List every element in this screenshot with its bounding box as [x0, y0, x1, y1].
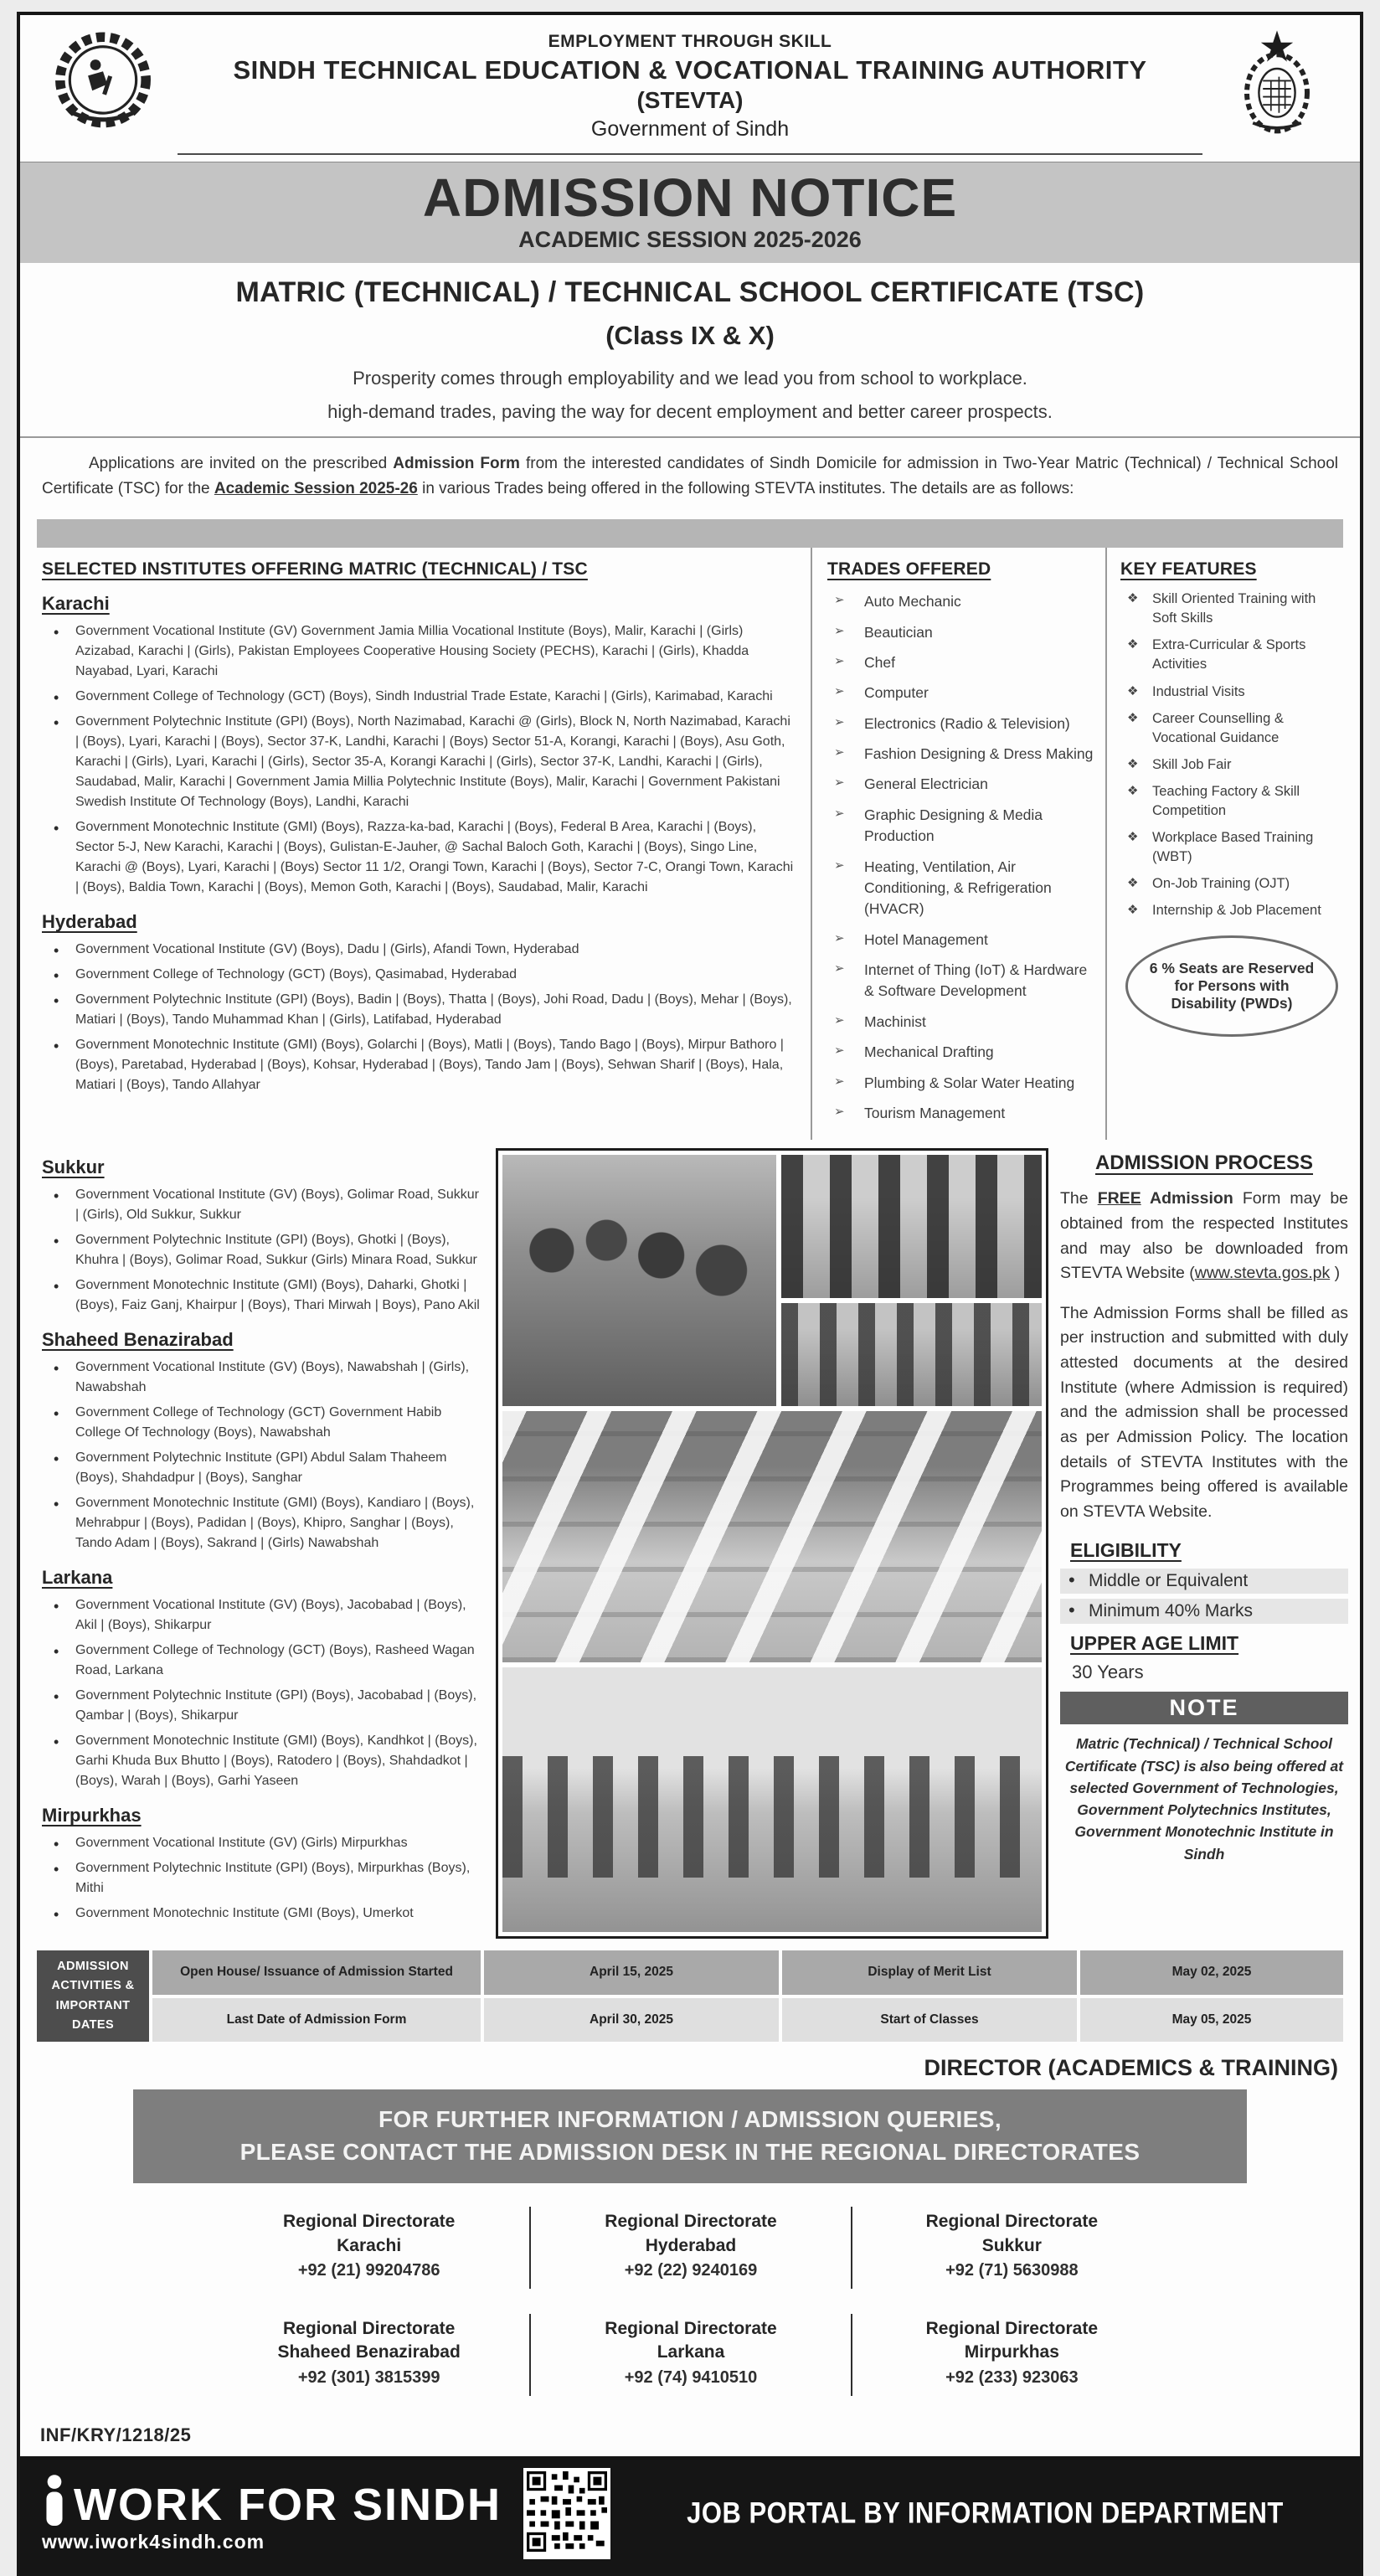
key-feature-item: ❖ Teaching Factory & Skill Competition — [1120, 782, 1343, 821]
director-signature-line: DIRECTOR (ACADEMICS & TRAINING) — [924, 2055, 1338, 2081]
directorate-mirpurkhas — [851, 2314, 1171, 2396]
key-feature-item: ❖ Skill Job Fair — [1120, 755, 1343, 775]
admission-process-heading: ADMISSION PROCESS — [1094, 1151, 1314, 1175]
institute-item: • Government Monotechnic Institute (GMI) (Boys), Daharki, Ghotki | (Boys), Faiz Ganj, Khairpur | (Boys), Thari Mirwah | Boys), Pano Akil — [42, 1275, 484, 1316]
schedule-activity: Last Date of Admission Form — [152, 1998, 481, 2042]
schedule-activity: Open House/ Issuance of Admission Started — [152, 1950, 481, 1994]
intro-session: Academic Session 2025-26 — [214, 479, 418, 497]
directorate-phone: +92 (71) 5630988 — [945, 2261, 1079, 2280]
city-heading: Larkana — [42, 1567, 113, 1589]
trade-item: ➢ Electronics (Radio & Television) — [827, 714, 1100, 734]
intro-paragraph — [42, 451, 1338, 501]
stevta-gear-icon — [49, 28, 157, 136]
institute-item: • Government Polytechnic Institute (GPI) (Boys), Jacobabad | (Boys), Qambar | (Boys), Shikarpur — [42, 1686, 484, 1726]
directorate-city: Hyderabad — [645, 2235, 737, 2255]
lower-columns — [37, 1143, 1349, 1939]
institute-item: • Government Vocational Institute (GV) (Boys), Jacobabad | (Boys), Akil | (Boys), Shikarpur — [42, 1595, 484, 1636]
eligibility-item: • Middle or Equivalent — [1060, 1569, 1348, 1594]
directorates-row-1 — [209, 2207, 1171, 2289]
sindh-govt-crest — [1214, 28, 1340, 139]
institute-item: • Government Monotechnic Institute (GMI (Boys), Umerkot — [42, 1904, 484, 1924]
note-heading: NOTE — [1060, 1692, 1348, 1724]
trade-item: ➢ Computer — [827, 683, 1100, 703]
key-features-column — [1105, 548, 1347, 1140]
photo-sewing-workshop — [502, 1411, 1042, 1662]
stevta-logo — [40, 28, 166, 136]
key-feature-item: ❖ Workplace Based Training (WBT) — [1120, 828, 1343, 867]
note-text: Matric (Technical) / Technical School Certificate (TSC) is also being offered at selected Government of Technologies, Government Polytechnics Institutes, Government Monotechnic Institute in Sindh — [1064, 1735, 1344, 1862]
directorate-phone: +92 (21) 99204786 — [297, 2261, 440, 2280]
photo-collage-wrap — [496, 1143, 1048, 1939]
institute-item: • Government Polytechnic Institute (GPI) (Boys), Ghotki | (Boys), Khuhra | (Boys), Golimar Road, Sukkur (Girls) Minara Road, Sukkur — [42, 1230, 484, 1270]
age-limit-heading: UPPER AGE LIMIT — [1070, 1632, 1239, 1655]
schedule-header-cell: ADMISSION ACTIVITIES & IMPORTANT DATES — [37, 1950, 149, 2042]
key-feature-item: ❖ Industrial Visits — [1120, 683, 1343, 702]
trade-item: ➢ Chef — [827, 652, 1100, 673]
institute-item: • Government Polytechnic Institute (GPI) (Boys), Mirpurkhas (Boys), Mithi — [42, 1858, 484, 1899]
schedule-activity: Start of Classes — [782, 1998, 1077, 2042]
city-heading: Karachi — [42, 593, 110, 615]
trade-item: ➢ General Electrician — [827, 774, 1100, 795]
trade-item: ➢ Fashion Designing & Dress Making — [827, 744, 1100, 765]
directorate-city: Mirpurkhas — [964, 2342, 1059, 2362]
admission-schedule-table — [37, 1950, 1343, 2042]
institute-item: • Government Monotechnic Institute (GMI) (Boys), Kandiaro | (Boys), Mehrabpur | (Boys), Padidan | (Boys), Khipro, Sanghar | (Boys), Tando Adam | (Boys), Sakrand | (Girls) Nawabshah — [42, 1493, 484, 1553]
institute-item: • Government Vocational Institute (GV) (Boys), Dadu | (Girls), Afandi Town, Hyderabad — [42, 940, 797, 960]
program-class: (Class IX & X) — [605, 321, 775, 351]
institute-item: • Government College of Technology (GCT) (Boys), Rasheed Wagan Road, Larkana — [42, 1641, 484, 1681]
institute-item: • Government Vocational Institute (GV) (Boys), Nawabshah | (Girls), Nawabshah — [42, 1358, 484, 1398]
employment-tagline: EMPLOYMENT THROUGH SKILL — [548, 32, 832, 51]
reference-number: INF/KRY/1218/25 — [40, 2424, 192, 2445]
intro-post: in various Trades being offered in the following STEVTA institutes. The details are as follows: — [417, 479, 1074, 497]
key-feature-item: ❖ Internship & Job Placement — [1120, 901, 1343, 920]
directorate-title: Regional Directorate — [605, 2319, 777, 2339]
key-feature-item: ❖ Extra-Curricular & Sports Activities — [1120, 636, 1343, 674]
directorate-city: Sukkur — [981, 2235, 1042, 2255]
trade-item: ➢ Beautician — [827, 622, 1100, 643]
institute-item: • Government Polytechnic Institute (GPI) (Boys), North Nazimabad, Karachi @ (Girls), Block N, North Nazimabad, Karachi | (Boys), Lyari, Karachi | (Boys), Sector 37-K, Landhi, Karachi | (Boys) Sector 51-A, Korangi, Karachi | (Boys), Asu Goth, Karachi | (Girls), Lyari, Karachi | (Girls), Sector 35-A, Korangi Karachi | (Girls), Sector 37-K, Landhi, Karachi | (Girls), Saudabad, Malir, Karachi | Government Jamia Millia Polytechnic Institute (Boys), Malir, Karachi | Government Pakistani Swedish Institute Of Technology (Boys), Landhi, Karachi — [42, 712, 797, 812]
institute-item: • Government Monotechnic Institute (GMI) (Boys), Kandhkot | (Boys), Garhi Khuda Bux Bhutto | (Boys), Ratodero | (Boys), Shahdadkot | (Boys), Warah | (Boys), Garhi Yaseen — [42, 1731, 484, 1791]
city-section-sukkur — [42, 1157, 484, 1316]
trade-item: ➢ Graphic Designing & Media Production — [827, 805, 1100, 848]
person-i-icon — [42, 2474, 67, 2526]
trade-item: ➢ Machinist — [827, 1012, 1100, 1033]
contact-banner-line-1: FOR FURTHER INFORMATION / ADMISSION QUERIES, — [378, 2106, 1002, 2133]
institutes-column — [37, 548, 811, 1140]
directorate-title: Regional Directorate — [282, 2212, 456, 2232]
trade-item: ➢ Auto Mechanic — [827, 591, 1100, 612]
brand-text: WORK FOR SINDH — [74, 2480, 502, 2531]
city-section-hyderabad — [42, 911, 797, 1095]
directorates-row-2 — [209, 2314, 1171, 2396]
main-columns — [37, 548, 1343, 1140]
qr-code-icon — [527, 2471, 607, 2552]
institutes-heading: SELECTED INSTITUTES OFFERING MATRIC (TECHNICAL) / TSC — [42, 559, 588, 580]
institute-item: • Government Monotechnic Institute (GMI) (Boys), Golarchi | (Boys), Matli | (Boys), Tando Bago | (Boys), Mirpur Bathoro | (Boys), Paretabad, Hyderabad | (Boys), Kohsar, Hyderabad | (Boys), Tando Jam | (Boys), Sehwan Sharif | (Boys), Hala, Matiari | (Boys), Tando Allahyar — [42, 1035, 797, 1095]
directorate-title: Regional Directorate — [925, 2212, 1099, 2232]
stevta-website-link[interactable]: www.stevta.gos.pk — [1194, 1264, 1331, 1283]
contact-banner-line-2: PLEASE CONTACT THE ADMISSION DESK IN THE REGIONAL DIRECTORATES — [239, 2139, 1141, 2166]
city-section-larkana — [42, 1567, 484, 1791]
directorate-karachi — [209, 2207, 529, 2289]
masthead — [37, 23, 1343, 157]
intro-section — [20, 436, 1360, 513]
intro-pre: Applications are invited on the prescribed — [89, 455, 394, 473]
ap-p1a: The — [1060, 1189, 1098, 1208]
contact-banner — [133, 2089, 1247, 2183]
key-feature-item: ❖ Skill Oriented Training with Soft Skills — [1120, 590, 1343, 628]
org-abbr: (STEVTA) — [636, 87, 744, 113]
brand-website[interactable]: www.iwork4sindh.com — [42, 2530, 265, 2553]
directorate-title: Regional Directorate — [605, 2212, 777, 2232]
key-features-heading: KEY FEATURES — [1120, 559, 1257, 580]
city-heading: Hyderabad — [42, 911, 137, 933]
institute-item: • Government College of Technology (GCT) Government Habib College Of Technology (Boys), Nawabshah — [42, 1403, 484, 1443]
schedule-date: May 05, 2025 — [1080, 1998, 1343, 2042]
institute-item: • Government Polytechnic Institute (GPI) Abdul Salam Thaheem (Boys), Shahdadpur | (Boys), Sanghar — [42, 1448, 484, 1488]
directorate-hyderabad — [529, 2207, 850, 2289]
separator-bar — [37, 519, 1343, 548]
admission-notice-page — [17, 12, 1363, 2576]
photo-collage — [496, 1148, 1048, 1939]
org-name: SINDH TECHNICAL EDUCATION & VOCATIONAL TRAINING AUTHORITY — [233, 55, 1147, 85]
directorate-city: Shaheed Benazirabad — [277, 2342, 461, 2362]
notice-session: ACADEMIC SESSION 2025-2026 — [518, 227, 862, 253]
directorate-title: Regional Directorate — [925, 2319, 1099, 2339]
directorate-shaheed-benazirabad — [209, 2314, 529, 2396]
institute-item: • Government Monotechnic Institute (GMI) (Boys), Razza-ka-bad, Karachi | (Boys), Federal B Area, Karachi | (Boys), Sector 5-J, New Karachi, Karachi | (Boys), Gulistan-E-Jauher, @ Sachal Baloch Goth, Karachi | (Boys), Singo Line, Karachi @ (Boys), Lyari, Karachi | (Boys) Sector 11 1/2, Orangi Town, Karachi | (Boys), Sector 7-C, Orangi Town, Karachi | (Boys), Baldia Town, Karachi | (Boys), Memon Goth, Karachi | (Boys), Saudabad, Malir, Karachi — [42, 817, 797, 898]
program-title: MATRIC (TECHNICAL) / TECHNICAL SCHOOL CERTIFICATE (TSC) — [235, 276, 1145, 309]
photo-uniformed-students-parade — [781, 1155, 1042, 1298]
institute-item: • Government College of Technology (GCT) (Boys), Sindh Industrial Trade Estate, Karachi | (Girls), Karimabad, Karachi — [42, 687, 797, 707]
directorate-city: Larkana — [657, 2342, 725, 2362]
schedule-activity: Display of Merit List — [782, 1950, 1077, 1994]
city-heading: Mirpurkhas — [42, 1805, 142, 1826]
city-section-karachi — [42, 593, 797, 898]
eligibility-item: • Minimum 40% Marks — [1060, 1599, 1348, 1624]
city-heading: Shaheed Benazirabad — [42, 1329, 234, 1351]
program-tagline-1: Prosperity comes through employability and we lead you from school to workplace. — [353, 368, 1027, 389]
intro-admission-form: Admission Form — [393, 455, 520, 473]
trade-item: ➢ Heating, Ventilation, Air Conditioning, & Refrigeration (HVACR) — [827, 857, 1100, 920]
program-tagline-2: high-demand trades, paving the way for decent employment and better career prospects. — [327, 401, 1053, 423]
masthead-text — [178, 28, 1202, 155]
institute-item: • Government Vocational Institute (GV) (Girls) Mirpurkhas — [42, 1833, 484, 1853]
ap-p1b: Form may be obtained from the respected Institutes and may also be downloaded from STEVTA Website ( — [1060, 1189, 1349, 1283]
schedule-date: May 02, 2025 — [1080, 1950, 1343, 1994]
trade-item: ➢ Tourism Management — [827, 1103, 1100, 1124]
directorate-phone: +92 (233) 923063 — [945, 2367, 1079, 2387]
ap-admission: Admission — [1141, 1189, 1233, 1208]
eligibility-heading: ELIGIBILITY — [1070, 1539, 1182, 1562]
photo-students-camera-training — [502, 1155, 776, 1406]
institute-item: • Government Vocational Institute (GV) (Boys), Golimar Road, Sukkur | (Girls), Old Sukkur, Sukkur — [42, 1185, 484, 1225]
institute-item: • Government Polytechnic Institute (GPI) (Boys), Badin | (Boys), Thatta | (Boys), Johi Road, Dadu | (Boys), Mehar | (Boys), Matiari | (Boys), Tando Muhammad Khan | (Girls), Latifabad, Hyderabad — [42, 990, 797, 1030]
trades-heading: TRADES OFFERED — [827, 559, 991, 580]
sindh-crest-icon — [1222, 28, 1332, 139]
trades-column — [811, 548, 1105, 1140]
admission-process-paragraph-1 — [1060, 1187, 1348, 1286]
key-feature-item: ❖ On-Job Training (OJT) — [1120, 874, 1343, 894]
key-feature-item: ❖ Career Counselling & Vocational Guidance — [1120, 709, 1343, 748]
photo-certificate-ceremony — [502, 1667, 1042, 1932]
city-heading: Sukkur — [42, 1157, 105, 1178]
institute-item: • Government College of Technology (GCT) (Boys), Qasimabad, Hyderabad — [42, 965, 797, 985]
intro-mid: from the interested candidates of Sindh Domicile for admission in Two-Year Matric (Technical) / Technical School Certificate (TSC) for the — [42, 455, 1339, 497]
trade-item: ➢ Hotel Management — [827, 930, 1100, 951]
institute-item: • Government Vocational Institute (GV) Government Jamia Millia Vocational Institute (Boys), Malir, Karachi | (Girls) Azizabad, Karachi | (Girls), Pakistan Employees Cooperative Housing Society (PECHS), Karachi | (Girls), Khadda Nayabad, Lyari, Karachi — [42, 621, 797, 682]
ap-free: FREE — [1097, 1189, 1141, 1208]
schedule-date: April 15, 2025 — [484, 1950, 779, 1994]
qr-code — [523, 2468, 610, 2559]
directorate-larkana — [529, 2314, 850, 2396]
directorate-city: Karachi — [337, 2235, 402, 2255]
footer-job-portal-text: JOB PORTAL BY INFORMATION DEPARTMENT — [687, 2496, 1284, 2530]
notice-title: ADMISSION NOTICE — [422, 167, 958, 228]
admission-process-paragraph-2: The Admission Forms shall be filled as per instruction and submitted with duly attested documents at the desired Institute (where Admission is required) and the admission shall be processed as per Admission Policy. The location details of STEVTA Institutes with the Programmes being offered is available on STEVTA Website. — [1060, 1303, 1348, 1521]
directorate-title: Regional Directorate — [282, 2319, 456, 2339]
age-limit-value: 30 Years — [1072, 1662, 1144, 1683]
photo-uniformed-students-group — [781, 1303, 1042, 1406]
notice-banner — [20, 162, 1360, 263]
directorate-phone: +92 (301) 3815399 — [297, 2367, 440, 2387]
directorate-sukkur — [851, 2207, 1171, 2289]
city-section-shaheed-benazirabad — [42, 1329, 484, 1553]
city-section-mirpurkhas — [42, 1805, 484, 1924]
pwd-reserved-seats-note: 6 % Seats are Reserved for Persons with Disability (PWDs) — [1125, 935, 1338, 1037]
iworkforsindh-brand — [42, 2474, 502, 2553]
trade-item: ➢ Plumbing & Solar Water Heating — [827, 1073, 1100, 1094]
ap-p1c: ) — [1330, 1264, 1341, 1283]
directorate-phone: +92 (22) 9240169 — [624, 2261, 758, 2280]
trade-item: ➢ Mechanical Drafting — [827, 1042, 1100, 1063]
institutes-column-continued — [37, 1143, 496, 1939]
schedule-date: April 30, 2025 — [484, 1998, 779, 2042]
directorate-phone: +92 (74) 9410510 — [624, 2367, 758, 2387]
gov-line: Government of Sindh — [590, 117, 790, 141]
trade-item: ➢ Internet of Thing (IoT) & Hardware & Software Development — [827, 960, 1100, 1002]
footer-bar — [20, 2456, 1360, 2573]
admission-process-column — [1048, 1143, 1350, 1939]
